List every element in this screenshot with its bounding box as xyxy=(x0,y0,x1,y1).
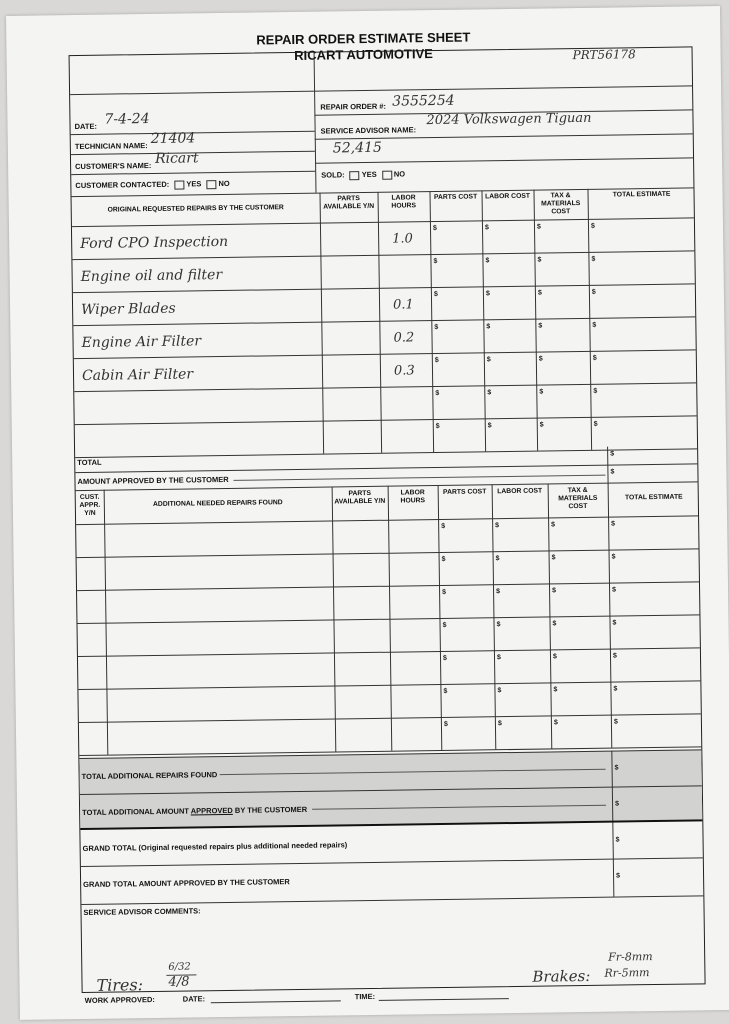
t1-row-6-dollar-5: $ xyxy=(539,421,544,429)
additional-approved-dollar: $ xyxy=(615,800,620,808)
contacted-yes-checkbox[interactable] xyxy=(174,180,184,189)
total-additional-approved: TOTAL ADDITIONAL AMOUNT APPROVED BY THE CUSTOMER xyxy=(82,804,308,818)
t1-row-3-repair[interactable]: Engine Air Filter xyxy=(81,333,202,351)
t2-row-2-dollar-6: $ xyxy=(552,587,557,595)
grand-approved-dollar: $ xyxy=(616,872,621,880)
t2-row-4-dollar-7: $ xyxy=(612,652,617,660)
vehicle-value[interactable]: 2024 Volkswagen Tiguan xyxy=(426,110,592,129)
t2-row-5-dollar-6: $ xyxy=(553,686,558,694)
t1-row-3-dollar-3: $ xyxy=(434,323,439,332)
t2-row-0-dollar-6: $ xyxy=(551,521,556,529)
t2-row-4-dollar-4: $ xyxy=(442,654,447,662)
t1-row-4-dollar-4: $ xyxy=(486,356,491,364)
additional-found-dollar: $ xyxy=(614,764,619,772)
tires-bottom: 4/8 xyxy=(168,974,190,990)
t2-row-2-dollar-5: $ xyxy=(496,588,501,596)
repair-order-value[interactable]: 3555254 xyxy=(392,92,455,110)
t2-header-labor-hours: LABOR HOURS xyxy=(400,489,426,505)
t2-row-1-dollar-6: $ xyxy=(551,554,556,562)
footer-time-label: TIME: xyxy=(354,991,376,1002)
t2-row-2-dollar-7: $ xyxy=(612,586,617,594)
t1-row-0-dollar-3: $ xyxy=(432,225,437,233)
sold-no-checkbox[interactable] xyxy=(382,170,392,179)
repair-order-sheet xyxy=(6,6,729,1020)
t1-row-0-dollar-4: $ xyxy=(484,224,489,232)
t2-header-total: TOTAL ESTIMATE xyxy=(624,493,683,502)
t2-row-2-dollar-4: $ xyxy=(442,588,447,596)
technician-value[interactable]: 21404 xyxy=(150,130,196,147)
repair-order-label: REPAIR ORDER #: xyxy=(320,101,387,112)
t1-row-6-dollar-4: $ xyxy=(487,422,492,430)
grand-total-dollar: $ xyxy=(615,836,620,844)
t2-row-4-dollar-5: $ xyxy=(496,654,501,662)
grand-total-label: GRAND TOTAL (Original requested repairs plus additional needed repairs) xyxy=(82,840,348,854)
mileage-value[interactable]: 52,415 xyxy=(332,139,382,157)
t2-row-5-dollar-4: $ xyxy=(443,687,448,695)
t1-row-4-dollar-5: $ xyxy=(538,355,543,363)
t1-row-2-repair[interactable]: Wiper Blades xyxy=(81,300,176,318)
t1-row-5-dollar-3: $ xyxy=(435,389,440,398)
form-title: REPAIR ORDER ESTIMATE SHEET xyxy=(256,29,471,48)
tires-top: 6/32 xyxy=(168,961,191,973)
t2-header-repairs: ADDITIONAL NEEDED REPAIRS FOUND xyxy=(152,499,283,508)
t1-header-parts-cost: PARTS COST xyxy=(433,193,478,202)
t2-row-3-dollar-5: $ xyxy=(496,621,501,629)
t2-header-tax: TAX & MATERIALS COST xyxy=(558,486,598,511)
total-label: TOTAL xyxy=(77,457,102,468)
t2-row-3-dollar-7: $ xyxy=(612,619,617,627)
advisor-comments-label: SERVICE ADVISOR COMMENTS: xyxy=(83,906,201,918)
total-additional-found: TOTAL ADDITIONAL REPAIRS FOUND xyxy=(81,770,218,782)
t1-row-1-dollar-4: $ xyxy=(485,257,490,265)
t2-row-6-dollar-4: $ xyxy=(443,720,448,728)
tires-label: Tires: xyxy=(96,975,144,995)
t2-header-labor-cost: LABOR COST xyxy=(497,487,543,496)
t2-row-1-dollar-4: $ xyxy=(441,555,446,563)
t1-row-2-dollar-6: $ xyxy=(591,288,596,296)
footer-date-label: DATE: xyxy=(182,994,206,1004)
t2-row-5-dollar-7: $ xyxy=(613,685,618,693)
contacted-no-checkbox[interactable] xyxy=(206,180,216,189)
t2-row-0-dollar-7: $ xyxy=(611,520,616,528)
t2-row-1-dollar-5: $ xyxy=(495,555,500,563)
t1-row-1-repair[interactable]: Engine oil and filter xyxy=(80,267,223,285)
t1-header-tax: TAX & MATERIALS COST xyxy=(541,192,581,216)
t1-row-2-dollar-4: $ xyxy=(485,290,490,298)
t1-row-5-dollar-4: $ xyxy=(487,389,492,397)
t1-header-total: TOTAL ESTIMATE xyxy=(612,190,671,199)
customer-label: CUSTOMER'S NAME: xyxy=(75,160,152,172)
t2-header-parts-cost: PARTS COST xyxy=(442,488,487,496)
customer-value[interactable]: Ricart xyxy=(154,150,199,167)
approved-dollar: $ xyxy=(610,468,615,476)
t1-header-labor-cost: LABOR COST xyxy=(485,192,531,201)
estimate-form xyxy=(69,46,706,1005)
brakes-rear: Rr-5mm xyxy=(604,966,650,980)
t2-row-1-dollar-7: $ xyxy=(611,553,616,561)
t1-row-2-dollar-5: $ xyxy=(537,289,542,297)
t2-row-6-dollar-7: $ xyxy=(613,718,618,726)
t1-row-4-dollar-3: $ xyxy=(434,356,439,365)
sold-yes-checkbox[interactable] xyxy=(350,171,360,180)
technician-label: TECHNICIAN NAME: xyxy=(74,141,148,152)
t1-row-4-repair[interactable]: Cabin Air Filter xyxy=(81,366,194,384)
total-dollar: $ xyxy=(610,450,615,458)
t1-row-2-dollar-3: $ xyxy=(433,290,438,299)
t1-header-parts-available: PARTS AVAILABLE Y/N xyxy=(323,195,375,211)
t2-row-0-dollar-5: $ xyxy=(495,522,500,530)
t1-row-0-dollar-6: $ xyxy=(590,222,595,230)
t1-row-1-dollar-3: $ xyxy=(433,258,438,266)
t1-row-4-hours[interactable]: 0.3 xyxy=(393,363,415,379)
additional-totals-shade xyxy=(79,749,702,828)
t2-row-4-dollar-6: $ xyxy=(552,653,557,661)
t1-row-6-dollar-3: $ xyxy=(435,422,440,431)
t2-row-6-dollar-5: $ xyxy=(497,720,502,728)
approved-label: AMOUNT APPROVED BY THE CUSTOMER xyxy=(77,474,229,487)
date-label: DATE: xyxy=(74,121,97,132)
t1-row-2-hours[interactable]: 0.1 xyxy=(392,297,414,313)
customer-contacted: CUSTOMER CONTACTED: YES NO xyxy=(75,178,230,191)
t1-header-labor-hours: LABOR HOURS xyxy=(391,194,417,210)
t1-row-5-dollar-5: $ xyxy=(539,388,544,396)
sold-field: SOLD: YES NO xyxy=(321,169,406,180)
t2-row-0-dollar-4: $ xyxy=(441,522,446,530)
t1-row-4-dollar-6: $ xyxy=(592,354,597,362)
corner-code: PRT56178 xyxy=(572,47,636,63)
company-name: RICART AUTOMOTIVE xyxy=(294,46,433,63)
t1-row-3-dollar-5: $ xyxy=(538,322,543,330)
t2-row-6-dollar-6: $ xyxy=(553,719,558,727)
brakes-label: Brakes: xyxy=(532,966,591,986)
t1-row-5-dollar-6: $ xyxy=(593,387,598,395)
work-approved-label: WORK APPROVED: xyxy=(84,995,155,1005)
t1-row-3-hours[interactable]: 0.2 xyxy=(393,330,415,346)
t2-row-3-dollar-4: $ xyxy=(442,621,447,629)
advisor-label: SERVICE ADVISOR NAME: xyxy=(320,125,417,136)
grand-approved-label: GRAND TOTAL AMOUNT APPROVED BY THE CUSTOMER xyxy=(83,877,290,890)
t2-header-cust-appr: CUST. APPR. Y/N xyxy=(79,493,101,517)
brakes-front: Fr-8mm xyxy=(608,950,653,964)
t1-row-0-dollar-5: $ xyxy=(536,223,541,231)
t1-row-1-dollar-5: $ xyxy=(537,256,542,264)
t1-row-6-dollar-6: $ xyxy=(593,420,598,428)
t1-row-3-dollar-6: $ xyxy=(592,321,597,329)
date-value[interactable]: 7-4-24 xyxy=(104,111,150,128)
t1-row-1-dollar-6: $ xyxy=(591,255,596,263)
t1-row-3-dollar-4: $ xyxy=(486,323,491,331)
t2-row-3-dollar-6: $ xyxy=(552,620,557,628)
t2-header-parts-available: PARTS AVAILABLE Y/N xyxy=(334,489,386,506)
t1-row-0-repair[interactable]: Ford CPO Inspection xyxy=(80,233,229,252)
t1-row-0-hours[interactable]: 1.0 xyxy=(392,231,413,247)
t1-header-repairs: ORIGINAL REQUESTED REPAIRS BY THE CUSTOMER xyxy=(107,204,284,214)
t2-row-5-dollar-5: $ xyxy=(497,687,502,695)
